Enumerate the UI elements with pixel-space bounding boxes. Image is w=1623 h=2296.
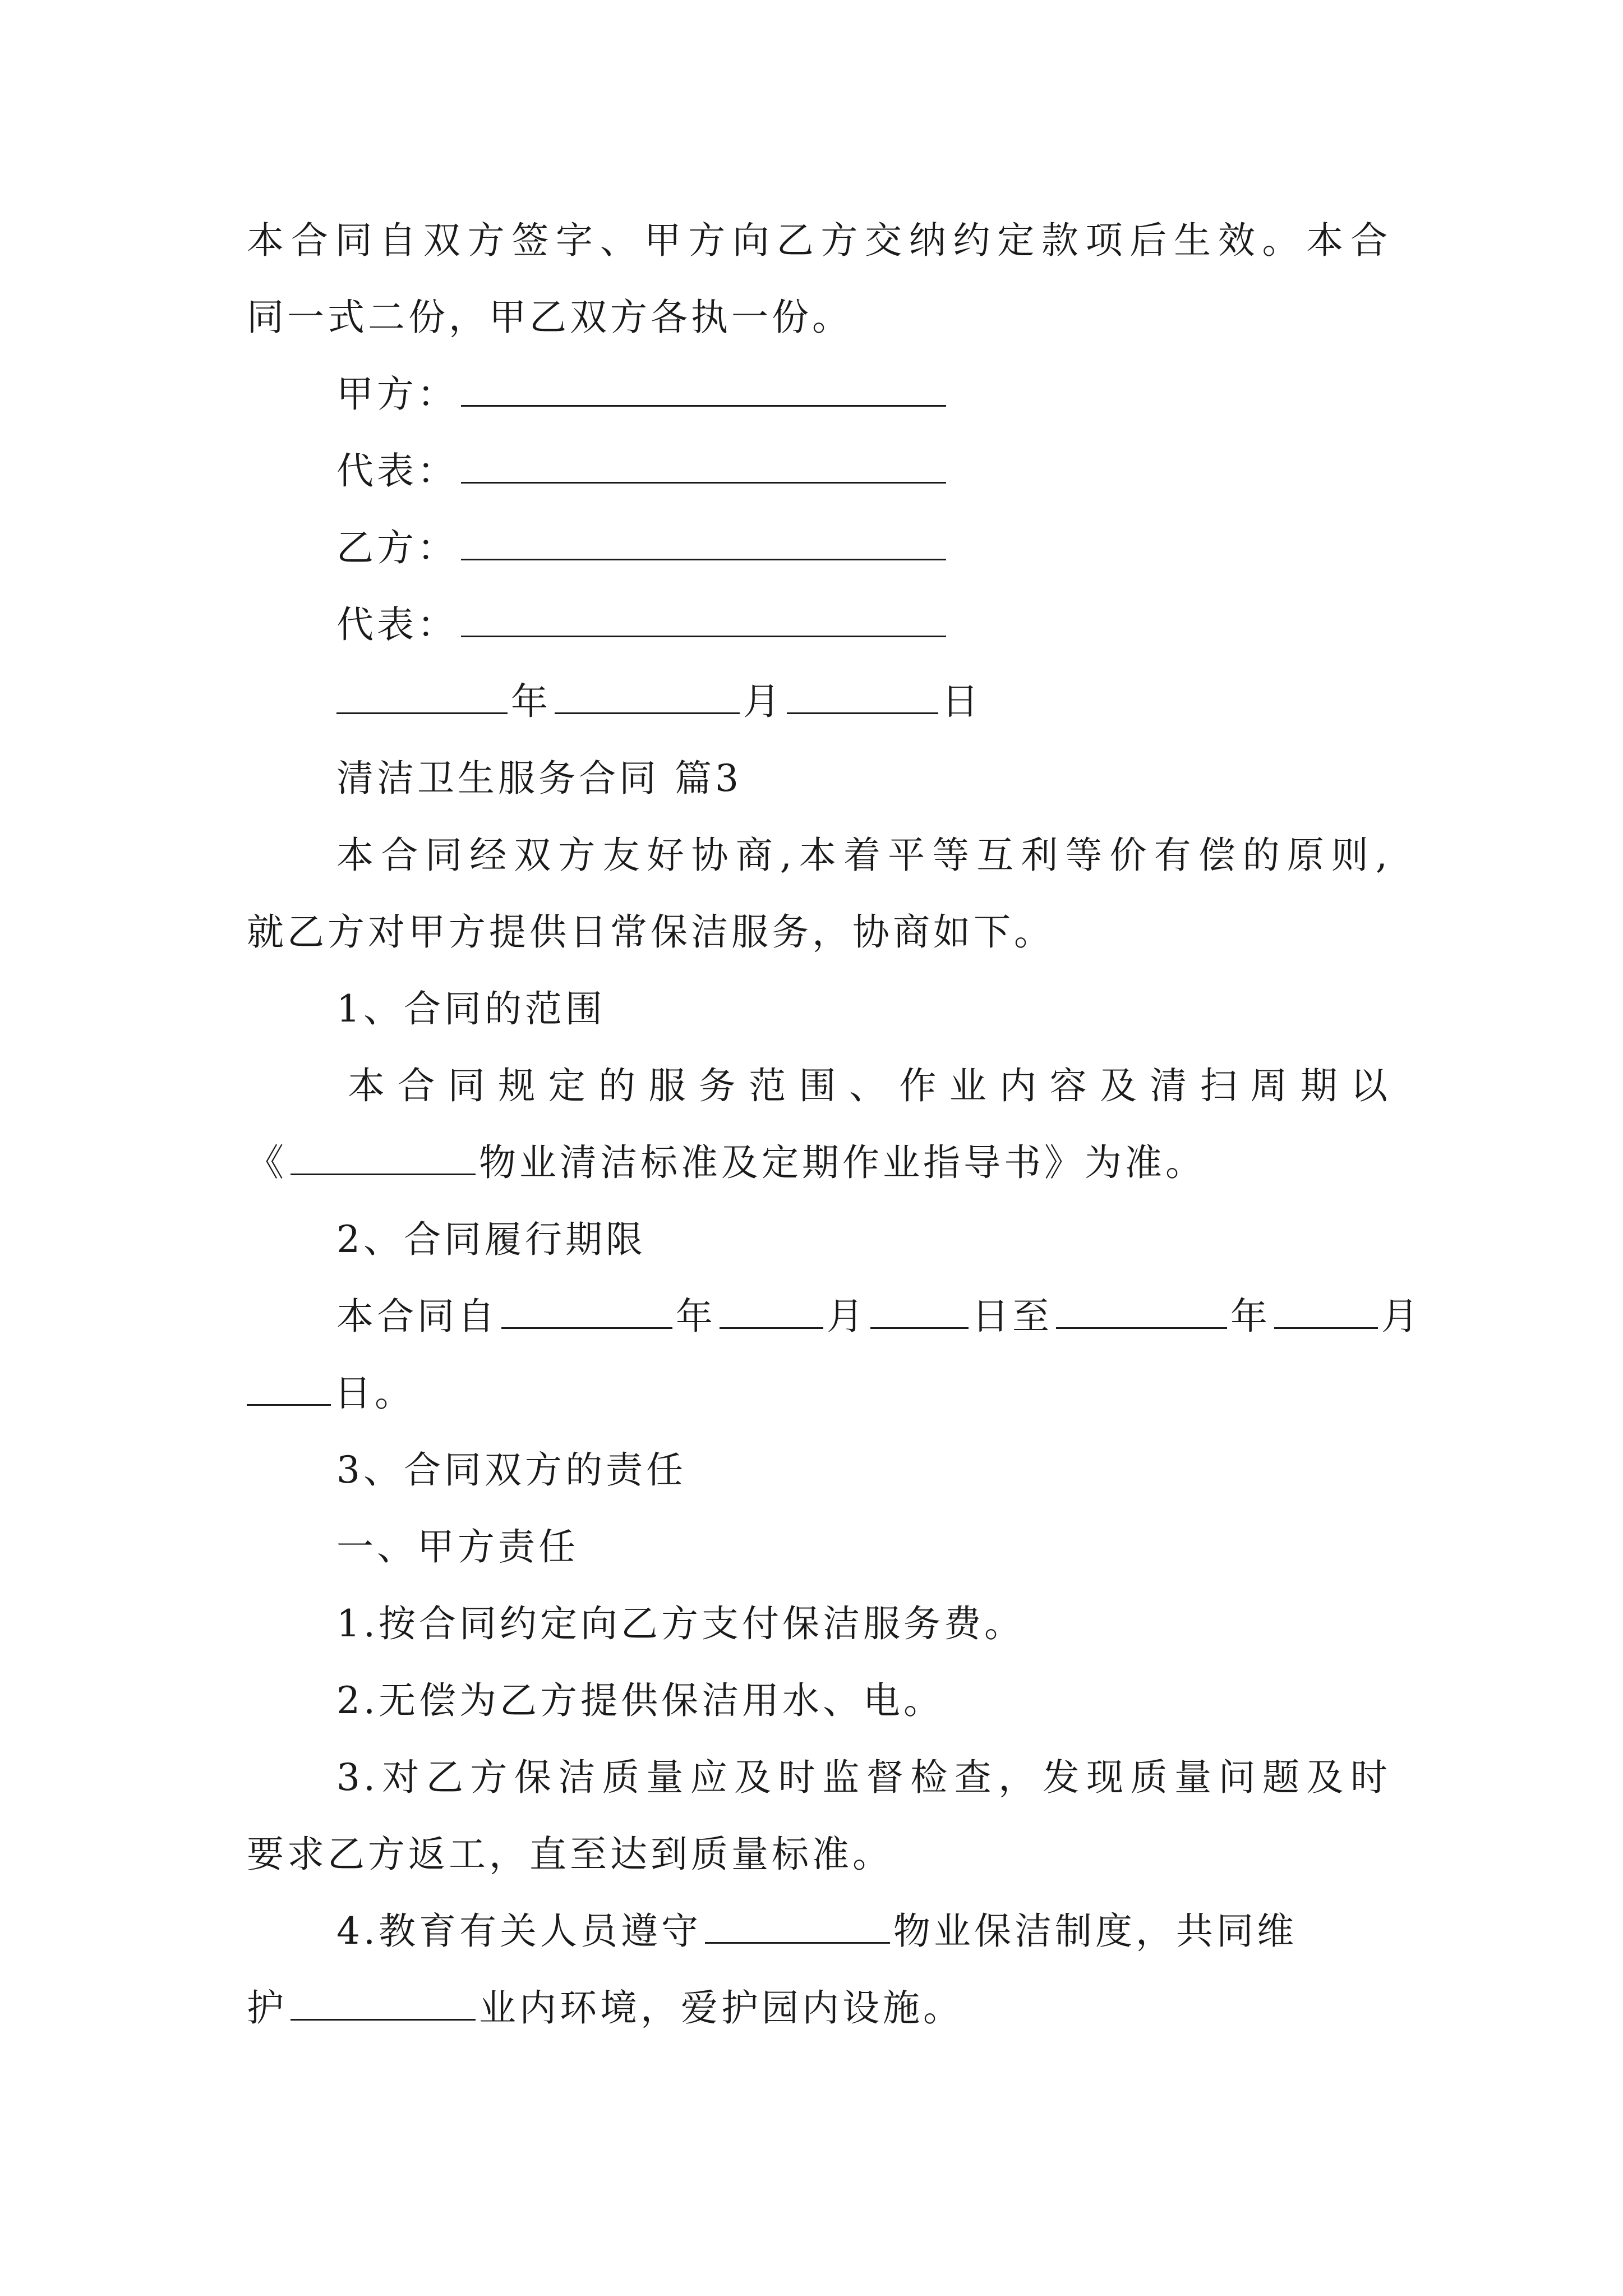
item4-line2-suffix: 业内环境，爱护园内设施。	[479, 1986, 963, 2030]
term-month-label: 月	[827, 1295, 867, 1338]
scope-line1: 本合同规定的服务范围、作业内容及清扫周期以	[348, 1064, 1391, 1107]
term-line2	[247, 1355, 1391, 1432]
scope-name-blank	[291, 1140, 476, 1175]
date-month-blank	[555, 679, 740, 714]
term-start-day-blank	[870, 1294, 969, 1329]
rep-a-label: 代表：	[336, 449, 458, 493]
paragraph-effective-line2: 同一式二份，甲乙双方各执一份。	[247, 296, 852, 339]
date-year-label: 年	[511, 680, 551, 723]
date-day-blank	[787, 679, 938, 714]
paragraph-effective-line1: 本合同自双方签字、甲方向乙方交纳约定款项后生效。本合	[247, 219, 1391, 262]
rep-a-signature-line	[461, 445, 946, 484]
scope-line2	[247, 1124, 1391, 1201]
term-end-year-blank	[1056, 1294, 1227, 1329]
list-item-2: 2.无偿为乙方提供保洁用水、电。	[336, 1679, 944, 1722]
intro-line2: 就乙方对甲方提供日常保洁服务，协商如下。	[247, 910, 1054, 954]
term-year2-label: 年	[1230, 1295, 1271, 1338]
party-a-signature-line	[461, 368, 946, 407]
term-prefix: 本合同自	[336, 1295, 498, 1338]
term-day2-label: 日。	[334, 1372, 415, 1415]
date-day-label: 日	[942, 680, 982, 723]
item4-property-blank	[705, 1908, 890, 1944]
list-item-4-line1	[247, 1893, 1391, 1970]
party-b-label: 乙方：	[336, 526, 458, 569]
item4-line2-prefix: 护	[247, 1986, 287, 2030]
term-day-to-label: 日至	[972, 1295, 1053, 1338]
term-end-day-blank	[247, 1370, 331, 1406]
item4-prefix: 4.教育有关人员遵守	[336, 1910, 702, 1953]
signature-rep-b	[247, 586, 1391, 663]
scope-line2-text: 物业清洁标准及定期作业指导书》为准。	[479, 1141, 1206, 1184]
signature-date	[247, 663, 1391, 740]
list-item-1: 1.按合同约定向乙方支付保洁服务费。	[336, 1602, 1025, 1645]
subheading-party-a: 一、甲方责任	[336, 1525, 579, 1568]
list-item-3-line2: 要求乙方返工，直至达到质量标准。	[247, 1833, 893, 1876]
item4-area-blank	[291, 1985, 476, 2021]
date-year-blank	[336, 679, 508, 714]
scope-open-quote: 《	[247, 1141, 287, 1184]
term-end-month-blank	[1274, 1294, 1378, 1329]
term-start-year-blank	[501, 1294, 672, 1329]
signature-rep-a	[247, 432, 1391, 509]
term-year-label: 年	[676, 1295, 716, 1338]
rep-b-signature-line	[461, 599, 946, 637]
section-title: 清洁卫生服务合同 篇3	[336, 757, 742, 800]
item4-suffix: 物业保洁制度，共同维	[893, 1910, 1297, 1953]
term-start-month-blank	[720, 1294, 823, 1329]
document-page	[247, 202, 1422, 2046]
heading-responsibilities: 3、合同双方的责任	[336, 1448, 686, 1492]
signature-party-a	[247, 356, 1391, 432]
rep-b-label: 代表：	[336, 603, 458, 646]
term-month2-label: 月	[1381, 1295, 1422, 1338]
party-a-label: 甲方：	[336, 372, 458, 416]
party-b-signature-line	[461, 522, 946, 560]
intro-line1: 本合同经双方友好协商,本着平等互利等价有偿的原则,	[336, 834, 1391, 877]
date-month-label: 月	[743, 680, 783, 723]
list-item-3-line1: 3.对乙方保洁质量应及时监督检查，发现质量问题及时	[336, 1756, 1391, 1799]
signature-party-b	[247, 509, 1391, 586]
list-item-4-line2	[247, 1970, 1391, 2046]
term-line1	[247, 1278, 1422, 1355]
heading-scope: 1、合同的范围	[336, 987, 606, 1030]
heading-term: 2、合同履行期限	[336, 1218, 646, 1261]
